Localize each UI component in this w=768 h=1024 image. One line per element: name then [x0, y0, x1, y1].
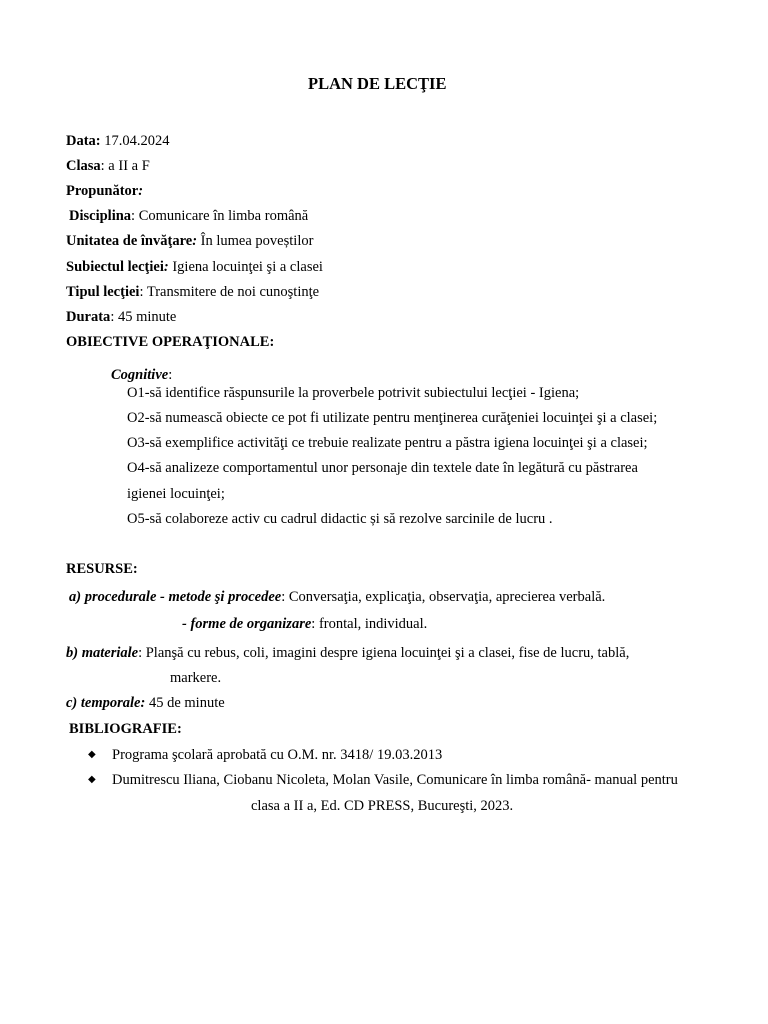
materials-line [66, 644, 629, 662]
subject-label: Subiectul lecţiei [66, 259, 164, 275]
bibliography-item-1: Programa şcolară aprobată cu O.M. nr. 3418/ 19.03.2013 [112, 747, 443, 763]
objective-o2: O2-să numească obiecte ce pot fi utilizate pentru menţinerea curăţeniei locuinţei şi a clasei; [127, 410, 658, 426]
materials-value: : Planşă cu rebus, coli, imagini despre igiena locuinţei şi a clasei, fise de lucru, tablă, [138, 645, 630, 661]
duration-label: Durata [66, 309, 111, 325]
objective-o5: O5-să colaboreze activ cu cadrul didactic și să rezolve sarcinile de lucru . [127, 511, 553, 527]
unit-line [66, 232, 313, 250]
bibliography-heading: BIBLIOGRAFIE: [69, 721, 182, 737]
class-value: : a II a F [100, 158, 150, 174]
discipline-label: Disciplina [69, 208, 132, 224]
unit-value: În lumea poveștilor [197, 233, 314, 249]
page-title: PLAN DE LECŢIE [308, 74, 447, 93]
resources-heading: RESURSE: [66, 561, 138, 577]
lesson-type-line [66, 283, 319, 301]
cognitive-label: Cognitive [111, 367, 169, 383]
objective-o4-line1: O4-să analizeze comportamentul unor personaje din textele date în legătură cu păstrarea [127, 460, 638, 476]
temporal-label: c) temporale: [66, 695, 146, 711]
duration-line [66, 308, 176, 326]
teacher-label: Propunător [66, 183, 139, 199]
objectives-heading: OBIECTIVE OPERAŢIONALE: [66, 334, 275, 350]
date-value: 17.04.2024 [100, 133, 170, 149]
bibliography-item-2-line1: Dumitrescu Iliana, Ciobanu Nicoleta, Molan Vasile, Comunicare în limba română- manual pentru [112, 772, 678, 788]
materials-line2: markere. [170, 670, 222, 686]
diamond-bullet-icon: ◆ [88, 774, 96, 785]
date-line [66, 132, 170, 150]
procedural-value: : Conversaţia, explicaţia, observaţia, aprecierea verbală. [281, 589, 606, 605]
objective-o3: O3-să exemplifice activităţi ce trebuie realizate pentru a păstra igiena locuinţei şi a clasei; [127, 435, 648, 451]
bibliography-item-2-line2: clasa a II a, Ed. CD PRESS, Bucureşti, 2023. [251, 798, 514, 814]
teacher-line [66, 182, 143, 200]
temporal-value: 45 de minute [145, 695, 225, 711]
duration-value: : 45 minute [110, 309, 177, 325]
diamond-bullet-icon: ◆ [88, 749, 96, 760]
unit-colon: : [192, 233, 198, 249]
subject-colon: : [163, 259, 169, 275]
forms-line [182, 615, 427, 633]
subject-line [66, 258, 323, 276]
lesson-type-label: Tipul lecţiei [66, 284, 140, 300]
forms-label: - forme de organizare [182, 616, 312, 632]
class-label: Clasa [66, 158, 101, 174]
discipline-value: : Comunicare în limba română [131, 208, 309, 224]
objective-o4-line2: igienei locuinţei; [127, 486, 225, 502]
materials-label: b) materiale [66, 645, 139, 661]
lesson-type-value: : Transmitere de noi cunoştinţe [139, 284, 320, 300]
subject-value: Igiena locuinţei şi a clasei [168, 259, 323, 275]
procedural-label: a) procedurale - metode şi procedee [69, 589, 282, 605]
cognitive-colon: : [168, 367, 173, 383]
unit-label: Unitatea de învăţare [66, 233, 193, 249]
date-label: Data: [66, 133, 101, 149]
cognitive-label-line [111, 366, 172, 384]
temporal-line [66, 694, 225, 712]
discipline-line [69, 207, 308, 225]
class-line [66, 157, 150, 175]
objective-o1: O1-să identifice răspunsurile la proverbele potrivit subiectului lecţiei - Igiena; [127, 385, 580, 401]
teacher-colon: : [138, 183, 144, 199]
procedural-line [69, 588, 605, 606]
forms-value: : frontal, individual. [311, 616, 428, 632]
